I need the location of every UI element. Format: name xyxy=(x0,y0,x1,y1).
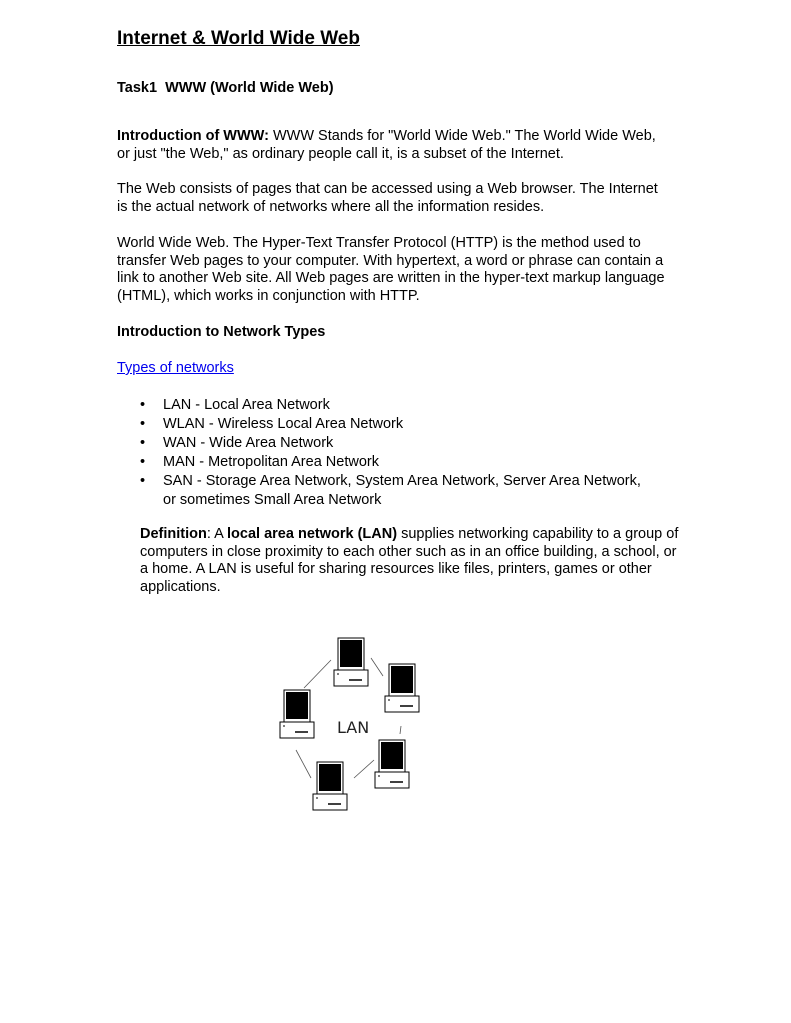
computer-icon xyxy=(375,740,409,788)
list-item-text: LAN - Local Area Network xyxy=(163,397,330,413)
list-item xyxy=(140,453,650,472)
intro-paragraph xyxy=(117,128,672,163)
definition-separator: : A xyxy=(206,526,228,542)
lan-definition xyxy=(140,526,680,597)
computer-icon xyxy=(385,664,419,712)
list-item xyxy=(140,396,650,415)
link-line xyxy=(354,760,374,778)
network-types-list xyxy=(140,396,650,509)
list-item xyxy=(140,472,650,510)
link-line xyxy=(400,726,401,734)
computer-icon xyxy=(334,638,368,686)
bullet-icon: • xyxy=(140,472,146,489)
list-item xyxy=(140,434,650,453)
link-line xyxy=(296,750,311,778)
list-item-text: SAN - Storage Area Network, System Area Network, Server Area Network, or sometimes Small Area Network xyxy=(163,472,641,508)
list-item-text: WLAN - Wireless Local Area Network xyxy=(163,415,404,432)
intro-text: WWW Stands for "World Wide Web." The World Wide Web, or just "the Web," as ordinary people call it, is a subset of the Internet. xyxy=(117,128,656,162)
computer-icon xyxy=(280,690,314,738)
computer-icon xyxy=(313,762,347,810)
lan-diagram xyxy=(270,628,430,818)
bullet-icon: • xyxy=(140,453,146,470)
diagram-label: LAN xyxy=(337,718,370,737)
list-item-text: WAN - Wide Area Network xyxy=(163,434,334,451)
bullet-icon: • xyxy=(140,434,146,451)
web-paragraph: The Web consists of pages that can be accessed using a Web browser. The Internet is the actual network of networks where all the information resides. xyxy=(117,181,658,215)
document-title: Internet & World Wide Web xyxy=(117,28,360,49)
types-of-networks-link[interactable]: Types of networks xyxy=(117,360,234,376)
link-line xyxy=(304,660,331,688)
definition-text: supplies networking capability to a group of computers in close proximity to each other such as in an office building, a school, or a home. A LAN is useful for sharing resources like files, printers, games or other applications. xyxy=(140,526,679,596)
task-heading: Task1 WWW (World Wide Web) xyxy=(117,80,334,96)
network-types-heading: Introduction to Network Types xyxy=(117,324,326,340)
definition-term: local area network (LAN) xyxy=(227,526,398,542)
bullet-icon: • xyxy=(140,397,146,413)
bullet-icon: • xyxy=(140,415,146,432)
http-paragraph: World Wide Web. The Hyper-Text Transfer Protocol (HTTP) is the method used to transfer Web pages to your computer. With hypertext, a word or phrase can contain a link to another Web site. All Web pages are written in the hyper-text markup language (HTML), which works in conjunction with HTTP. xyxy=(117,235,665,305)
definition-label: Definition xyxy=(140,526,207,542)
list-item-text: MAN - Metropolitan Area Network xyxy=(163,453,379,470)
list-item xyxy=(140,415,650,434)
intro-label: Introduction of WWW: xyxy=(117,128,269,144)
link-line xyxy=(371,658,383,676)
